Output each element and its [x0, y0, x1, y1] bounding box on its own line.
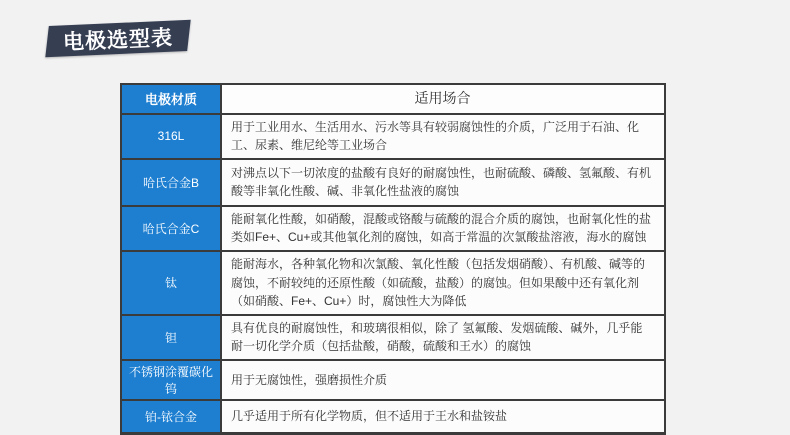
application-cell: 对沸点以下一切浓度的盐酸有良好的耐腐蚀性，也耐硫酸、磷酸、氢氟酸、有机酸等非氧化性酸、碱、非氧化性盐液的腐蚀	[222, 160, 664, 205]
page-title-badge	[45, 20, 190, 57]
application-cell: 几乎适用于所有化学物质，但不适用于王水和盐铵盐	[222, 401, 664, 432]
material-cell: 钛	[122, 252, 222, 314]
material-cell: 哈氏合金C	[122, 207, 222, 250]
material-cell: 不锈钢涂覆碳化钨	[122, 361, 222, 399]
table-row	[122, 314, 664, 359]
application-cell: 用于无腐蚀性，强磨损性介质	[222, 361, 664, 399]
material-cell: 哈氏合金B	[122, 160, 222, 205]
material-cell: 钽	[122, 316, 222, 359]
application-cell: 具有优良的耐腐蚀性，和玻璃很相似，除了 氢氟酸、发烟硫酸、碱外，几乎能耐一切化学介质（包括盐酸，硝酸，硫酸和王水）的腐蚀	[222, 316, 664, 359]
table-row	[122, 205, 664, 250]
table-row	[122, 158, 664, 205]
application-cell: 能耐海水，各种氧化物和次氯酸、氧化性酸（包括发烟硝酸）、有机酸、碱等的腐蚀，不耐较纯的还原性酸（如硫酸，盐酸）的腐蚀。但如果酸中还有氧化剂（如硝酸、Fe+、Cu+）时，腐蚀性大为降低	[222, 252, 664, 314]
electrode-selection-table	[120, 83, 666, 435]
application-cell: 能耐氧化性酸，如硝酸，混酸或铬酸与硫酸的混合介质的腐蚀，也耐氧化性的盐类如Fe+、Cu+或其他氧化剂的腐蚀，如高于常温的次氯酸盐溶液，海水的腐蚀	[222, 207, 664, 250]
header-cell-application: 适用场合	[222, 85, 664, 113]
table-row	[122, 113, 664, 158]
header-cell-material: 电极材质	[122, 85, 222, 113]
table-row	[122, 359, 664, 399]
material-cell: 铂-铱合金	[122, 401, 222, 432]
table-header-row	[122, 85, 664, 113]
application-cell: 用于工业用水、生活用水、污水等具有较弱腐蚀性的介质，广泛用于石油、化工、尿素、维尼纶等工业场合	[222, 115, 664, 158]
page-title: 电极选型表	[62, 26, 174, 54]
table-row	[122, 250, 664, 314]
material-cell: 316L	[122, 115, 222, 158]
table-row	[122, 399, 664, 432]
